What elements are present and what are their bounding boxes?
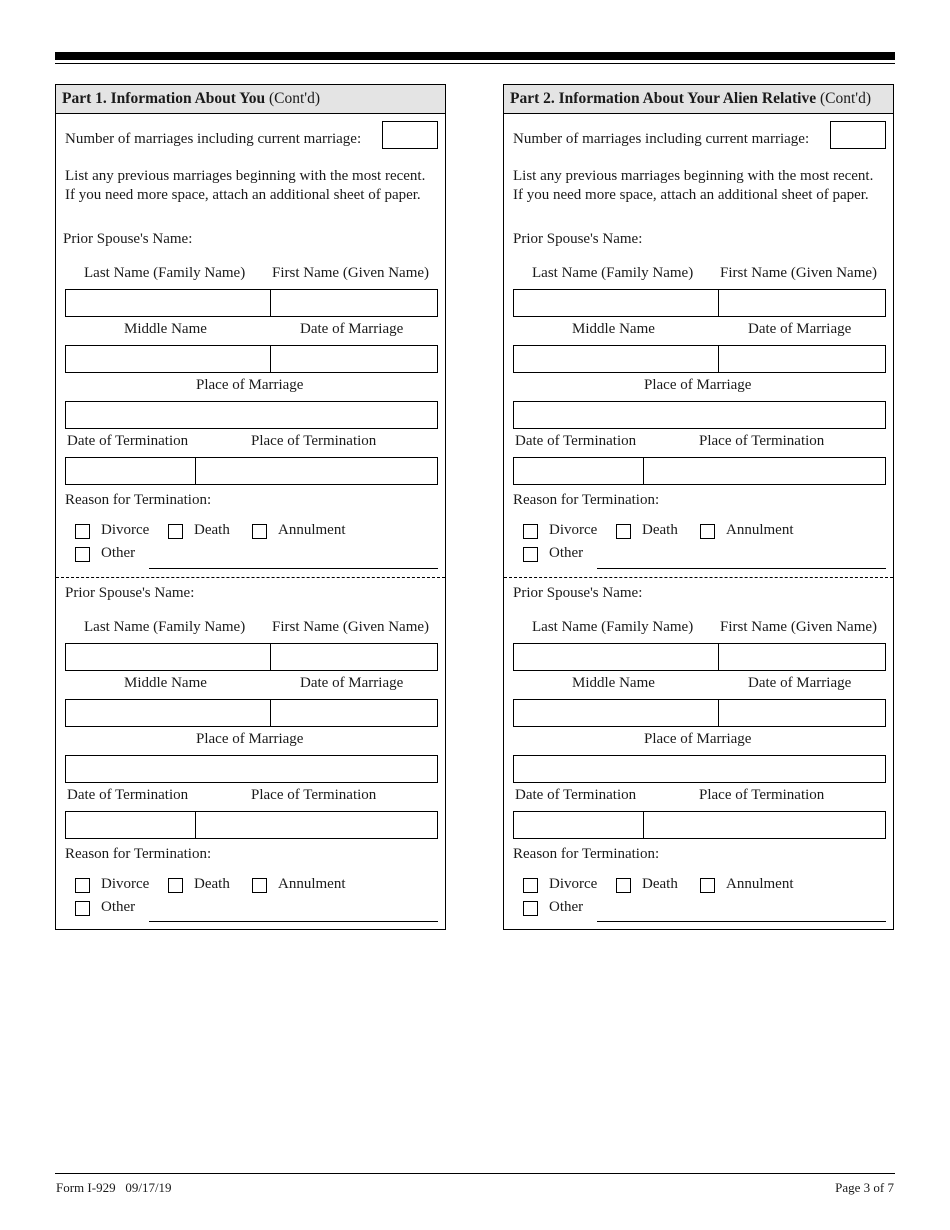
first-name-input[interactable] <box>270 289 438 317</box>
reason-label: Reason for Termination: <box>513 492 660 508</box>
reason-label: Reason for Termination: <box>513 846 660 862</box>
divorce-label: Divorce <box>549 522 598 538</box>
death-label: Death <box>194 876 230 892</box>
first-name-input[interactable] <box>270 643 438 671</box>
other-label: Other <box>101 545 136 561</box>
middle-name-label: Middle Name <box>572 321 655 337</box>
part2-panel <box>503 84 894 930</box>
date-termination-input[interactable] <box>513 811 644 839</box>
part1-panel <box>55 84 446 930</box>
last-name-label: Last Name (Family Name) <box>532 619 694 635</box>
first-name-input[interactable] <box>718 289 886 317</box>
death-checkbox[interactable] <box>168 878 183 893</box>
num-marriages-label: Number of marriages including current marriage: <box>65 131 362 147</box>
date-marriage-label: Date of Marriage <box>300 321 404 337</box>
date-marriage-label: Date of Marriage <box>748 321 852 337</box>
annulment-checkbox[interactable] <box>252 878 267 893</box>
date-termination-label: Date of Termination <box>515 787 637 803</box>
annulment-label: Annulment <box>726 522 794 538</box>
other-label: Other <box>549 545 584 561</box>
reason-label: Reason for Termination: <box>65 846 212 862</box>
middle-name-label: Middle Name <box>124 321 207 337</box>
death-checkbox[interactable] <box>616 878 631 893</box>
date-marriage-input[interactable] <box>718 345 886 373</box>
instructions-text: List any previous marriages beginning with the most recent. If you need more space, attach an additional sheet of paper. <box>65 168 426 203</box>
place-termination-input[interactable] <box>195 457 438 485</box>
num-marriages-input[interactable] <box>382 121 438 149</box>
num-marriages-input[interactable] <box>830 121 886 149</box>
annulment-label: Annulment <box>278 876 346 892</box>
date-termination-label: Date of Termination <box>67 433 189 449</box>
last-name-label: Last Name (Family Name) <box>84 619 246 635</box>
date-termination-label: Date of Termination <box>515 433 637 449</box>
place-marriage-input[interactable] <box>513 401 886 429</box>
other-label: Other <box>549 899 584 915</box>
place-termination-label: Place of Termination <box>251 433 377 449</box>
footer-rule <box>55 1173 895 1174</box>
part1-header: Part 1. Information About You (Cont'd) <box>56 85 445 114</box>
place-termination-label: Place of Termination <box>699 433 825 449</box>
header-thin-rule <box>55 63 895 64</box>
death-label: Death <box>642 876 678 892</box>
date-marriage-input[interactable] <box>718 699 886 727</box>
date-termination-input[interactable] <box>65 811 196 839</box>
other-input-line[interactable] <box>597 921 886 922</box>
date-marriage-label: Date of Marriage <box>300 675 404 691</box>
middle-name-input[interactable] <box>65 345 271 373</box>
death-label: Death <box>194 522 230 538</box>
divorce-checkbox[interactable] <box>523 524 538 539</box>
first-name-label: First Name (Given Name) <box>272 619 430 635</box>
divorce-checkbox[interactable] <box>75 878 90 893</box>
last-name-input[interactable] <box>65 643 271 671</box>
middle-name-input[interactable] <box>513 345 719 373</box>
place-termination-label: Place of Termination <box>251 787 377 803</box>
middle-name-input[interactable] <box>65 699 271 727</box>
place-marriage-label: Place of Marriage <box>196 731 304 747</box>
place-marriage-input[interactable] <box>65 401 438 429</box>
instructions-text: List any previous marriages beginning with the most recent. If you need more space, attach an additional sheet of paper. <box>513 168 874 203</box>
annulment-checkbox[interactable] <box>700 524 715 539</box>
first-name-input[interactable] <box>718 643 886 671</box>
last-name-input[interactable] <box>513 289 719 317</box>
annulment-label: Annulment <box>278 522 346 538</box>
date-termination-input[interactable] <box>513 457 644 485</box>
place-termination-input[interactable] <box>643 811 886 839</box>
form-id: Form I-929 09/17/19 <box>56 1180 172 1195</box>
annulment-checkbox[interactable] <box>700 878 715 893</box>
place-termination-input[interactable] <box>643 457 886 485</box>
last-name-input[interactable] <box>513 643 719 671</box>
place-termination-input[interactable] <box>195 811 438 839</box>
other-input-line[interactable] <box>149 568 438 569</box>
middle-name-label: Middle Name <box>572 675 655 691</box>
annulment-label: Annulment <box>726 876 794 892</box>
other-checkbox[interactable] <box>523 901 538 916</box>
place-termination-label: Place of Termination <box>699 787 825 803</box>
date-marriage-label: Date of Marriage <box>748 675 852 691</box>
reason-label: Reason for Termination: <box>65 492 212 508</box>
annulment-checkbox[interactable] <box>252 524 267 539</box>
place-marriage-input[interactable] <box>513 755 886 783</box>
middle-name-input[interactable] <box>513 699 719 727</box>
other-input-line[interactable] <box>597 568 886 569</box>
prior-spouse-label: Prior Spouse's Name: <box>513 585 643 601</box>
last-name-label: Last Name (Family Name) <box>84 265 246 281</box>
place-marriage-label: Place of Marriage <box>196 377 304 393</box>
first-name-label: First Name (Given Name) <box>720 619 878 635</box>
part2-header: Part 2. Information About Your Alien Relative (Cont'd) <box>504 85 893 114</box>
date-termination-label: Date of Termination <box>67 787 189 803</box>
place-marriage-input[interactable] <box>65 755 438 783</box>
first-name-label: First Name (Given Name) <box>720 265 878 281</box>
prior-spouse-label: Prior Spouse's Name: <box>513 231 643 247</box>
divorce-checkbox[interactable] <box>523 878 538 893</box>
divorce-label: Divorce <box>101 876 150 892</box>
header-thick-rule <box>55 52 895 60</box>
divorce-label: Divorce <box>101 522 150 538</box>
other-checkbox[interactable] <box>75 901 90 916</box>
date-marriage-input[interactable] <box>270 345 438 373</box>
middle-name-label: Middle Name <box>124 675 207 691</box>
other-label: Other <box>101 899 136 915</box>
page-number: Page 3 of 7 <box>835 1180 894 1195</box>
divorce-label: Divorce <box>549 876 598 892</box>
date-marriage-input[interactable] <box>270 699 438 727</box>
divorce-checkbox[interactable] <box>75 524 90 539</box>
prior-spouse-label: Prior Spouse's Name: <box>65 585 195 601</box>
num-marriages-label: Number of marriages including current marriage: <box>513 131 810 147</box>
death-checkbox[interactable] <box>168 524 183 539</box>
date-termination-input[interactable] <box>65 457 196 485</box>
place-marriage-label: Place of Marriage <box>644 731 752 747</box>
other-checkbox[interactable] <box>75 547 90 562</box>
spouse-separator <box>504 577 893 578</box>
last-name-label: Last Name (Family Name) <box>532 265 694 281</box>
death-checkbox[interactable] <box>616 524 631 539</box>
spouse-separator <box>56 577 445 578</box>
first-name-label: First Name (Given Name) <box>272 265 430 281</box>
prior-spouse-label: Prior Spouse's Name: <box>63 231 193 247</box>
other-input-line[interactable] <box>149 921 438 922</box>
place-marriage-label: Place of Marriage <box>644 377 752 393</box>
other-checkbox[interactable] <box>523 547 538 562</box>
death-label: Death <box>642 522 678 538</box>
last-name-input[interactable] <box>65 289 271 317</box>
